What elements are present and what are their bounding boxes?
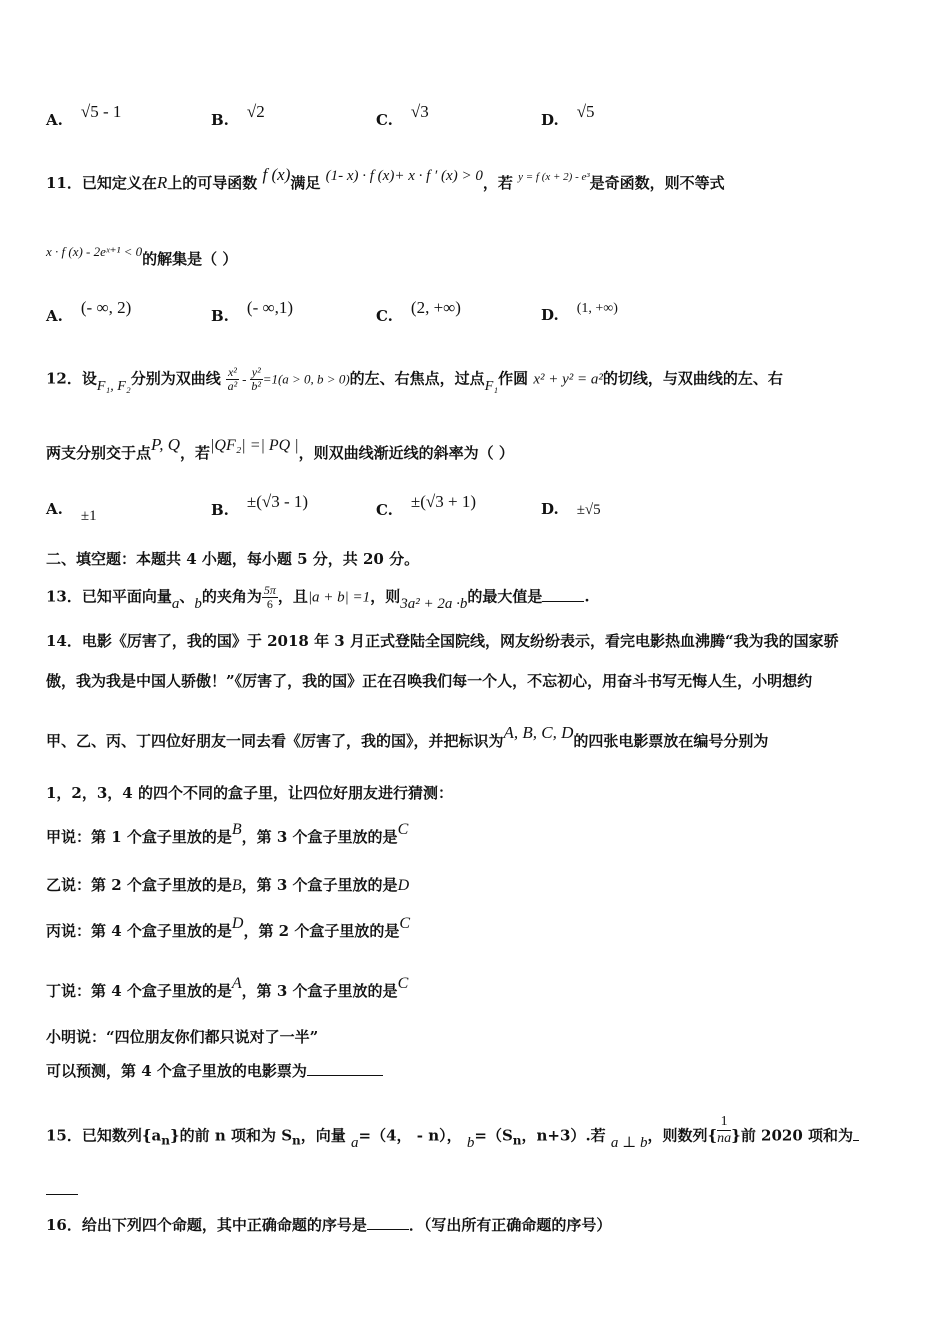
q14-line3: 甲、乙、丙、丁四位好朋友一同去看《厉害了，我的国》，并把标识为A, B, C, D的四张电影票放在编号分别为: [46, 723, 769, 750]
option-text: √2: [246, 102, 265, 121]
option-letter: B.: [211, 111, 229, 129]
option-letter: A.: [46, 111, 63, 129]
q10-option-b: [211, 102, 265, 130]
q16: 16．给出下列四个命题，其中正确命题的序号是 ．（写出所有正确命题的序号）: [46, 1216, 612, 1234]
hyperbola-x-term: $\frac{\text{x²}}{\text{a²}}$: [227, 365, 238, 393]
q10-option-d: [541, 102, 595, 130]
claim-ding: 丁说：第 4 个盒子里放的是A，第 3 个盒子里放的是C: [46, 975, 409, 1000]
option-text: √5 - 1: [80, 102, 122, 121]
answer-blank[interactable]: [367, 1229, 409, 1230]
option-text: √5: [576, 102, 595, 121]
q11-option-d: D. (1, +∞): [541, 301, 618, 324]
option-text: √3: [410, 102, 429, 121]
xiaoming-statement: 小明说：“四位朋友你们都只说对了一半”: [46, 1028, 319, 1046]
q12-option-a: A. ±1: [46, 500, 97, 524]
q11-line1: 11．已知定义在R上的可导函数 f (x)满足 (1- x) · f (x)+ x · f ′ (x) > 0，若 $^{y = f (x + 2) - e^3}$是奇函数，则不等式: [46, 165, 725, 192]
q14-ask: 可以预测，第 4 个盒子里放的电影票为: [46, 1060, 383, 1081]
q12-line1: 12．设F₁, F₂分别为双曲线 $\frac{\text{x²}}{\text{a²}}$ - $\frac{\text{y²}}{\text{b²}}$ =1(a > 0, b > 0)的左、右焦点，过点F₁作圆 x² + y² = a²的切线，与双曲线的左、右: [46, 365, 783, 394]
q12-option-b: B. ±(√3 - 1): [211, 492, 309, 519]
claim-bing: 丙说：第 4 个盒子里放的是D，第 2 个盒子里放的是C: [46, 915, 411, 940]
q15-answer-blank-continued[interactable]: [46, 1194, 78, 1195]
claim-jia: 甲说：第 1 个盒子里放的是B，第 3 个盒子里放的是C: [46, 821, 409, 846]
hyperbola-y-term: $\frac{\text{y²}}{\text{b²}}$: [251, 365, 262, 393]
answer-blank[interactable]: [853, 1140, 859, 1141]
q15: 15．已知数列$\{a_n\}$的前 n 项和为 $S_n$，向量 a=（4， - n）， $b=(S_n$，n+3）.若 a ⊥ b，则数列{ $\frac{1}{na}$ }前 2020 项和为: [46, 1120, 859, 1153]
q13: 13．已知平面向量a、b的夹角为 $\frac{5\pi}{6}$ ，且|a + b| =1，则3a² + 2a ·b的最大值是 .: [46, 583, 590, 612]
q11-option-c: C. (2, +∞): [376, 298, 461, 325]
q10-option-c: [376, 102, 429, 130]
answer-blank[interactable]: [542, 601, 584, 602]
option-letter: D.: [541, 111, 559, 129]
answer-blank[interactable]: [307, 1075, 383, 1076]
q14-line4: 1，2，3，4 的四个不同的盒子里，让四位好朋友进行猜测：: [46, 784, 453, 802]
q11-option-a: A. (- ∞, 2): [46, 298, 132, 325]
angle-fraction: $\frac{5\pi}{6}$: [263, 583, 276, 611]
sequence-fraction: $\frac{1}{na}$: [717, 1114, 732, 1146]
section-heading-fill-in: 二、填空题：本题共 4 小题，每小题 5 分，共 20 分。: [46, 550, 420, 568]
q11-line2: x · f (x) - 2eˣ⁺¹ < 0的解集是（ ）: [46, 244, 238, 268]
option-letter: C.: [376, 111, 393, 129]
q14-line1: 14．电影《厉害了，我的国》于 2018 年 3 月正式登陆全国院线，网友纷纷表示，看完电影热血沸腾“我为我的国家骄: [46, 632, 839, 650]
q11-option-b: B. (- ∞,1): [211, 298, 294, 325]
q12-option-c: C. ±(√3 + 1): [376, 492, 476, 519]
claim-yi: 乙说：第 2 个盒子里放的是B，第 3 个盒子里放的是D: [46, 876, 410, 894]
q14-line2: 傲，我为我是中国人骄傲！”《厉害了，我的国》正在召唤我们每一个人，不忘初心，用奋斗书写无悔人生，小明想约: [46, 672, 813, 690]
q12-option-d: D. ±√5: [541, 500, 601, 518]
q12-line2: 两支分别交于点P, Q，若|QF₂| =| PQ |，则双曲线渐近线的斜率为（ ）: [46, 435, 514, 462]
q10-option-a: [46, 102, 122, 130]
